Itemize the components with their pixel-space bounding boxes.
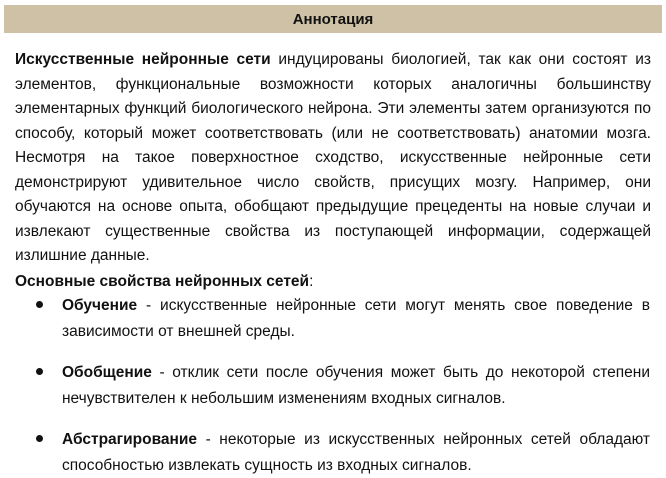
abstract-paragraph <box>15 48 651 269</box>
properties-heading-label: Основные свойства нейронных сетей <box>15 273 310 290</box>
bullet-icon <box>36 435 43 442</box>
list-item-text <box>62 360 650 411</box>
property-term: Абстрагирование <box>62 431 198 448</box>
bullet-icon <box>36 301 43 308</box>
annotation-title: Аннотация <box>292 10 374 28</box>
bullet-icon <box>36 368 43 375</box>
property-term: Обобщение <box>62 364 152 381</box>
abstract-text: индуцированы биологией, так как они состоят из элементов, функциональные возможности которых аналогичны большинству элементарных функций биологического нейрона. Эти элементы затем организуются по способу, который может соответствовать (или не соответствовать) анатомии мозга. Несмотря на такое поверхностное сходство, искусственные нейронные сети демонстрируют удивительное число свойств, присущих мозгу. Например, они обучаются на основе опыта, обобщают предыдущие прецеденты на новые случаи и извлекают существенные свойства из поступающей информации, содержащей излишние данные. <box>15 51 651 264</box>
property-description: - искусственные нейронные сети могут менять свое поведение в зависимости от внешней среды. <box>62 297 650 340</box>
property-description: - отклик сети после обучения может быть до некоторой степени нечувствителен к небольшим изменениям входных сигналов. <box>62 364 650 407</box>
annotation-header <box>4 5 662 33</box>
property-description: - некоторые из искусственных нейронных сетей обладают способностью извлекать сущность из входных сигналов. <box>62 431 650 474</box>
list-item-text <box>62 427 650 478</box>
properties-heading <box>15 270 651 295</box>
properties-heading-suffix: : <box>309 273 314 290</box>
list-item-text <box>62 293 650 344</box>
abstract-lead-term: Искусственные нейронные сети <box>15 51 271 68</box>
property-term: Обучение <box>62 297 138 314</box>
